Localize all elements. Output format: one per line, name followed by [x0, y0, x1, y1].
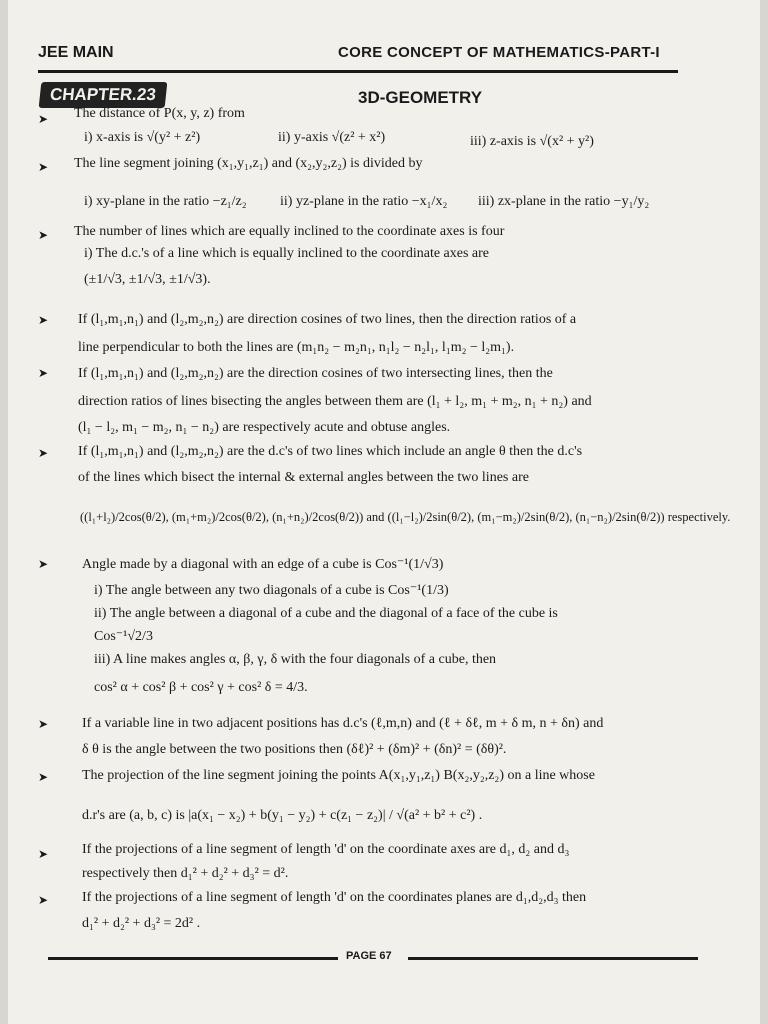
chapter-badge: CHAPTER.23 — [39, 82, 168, 108]
text-line: The line segment joining (x₁,y₁,z₁) and (x₂,y₂,z₂) is divided by — [74, 156, 423, 171]
formula-bisector-dcs: ((l₁+l₂)/2cos(θ/2), (m₁+m₂)/2cos(θ/2), (n₁+n₂)/2cos(θ/2)) and ((l₁−l₂)/2sin(θ/2), (m₁−m₂)/2sin(θ/2), (n₁−n₂)/2sin(θ/2)) respectively. — [80, 510, 731, 524]
text-line: Angle made by a diagonal with an edge of a cube is Cos⁻¹(1/√3) — [82, 557, 444, 572]
bullet-icon: ➤ — [38, 228, 49, 242]
textbook-page — [8, 0, 760, 1024]
text-line: ii) yz-plane in the ratio −x₁/x₂ — [280, 194, 448, 209]
text-line: line perpendicular to both the lines are (m₁n₂ − m₂n₁, n₁l₂ − n₂l₁, l₁m₂ − l₂m₁). — [78, 340, 515, 355]
footer-rule-right — [408, 957, 698, 960]
text-line: respectively then d₁² + d₂² + d₃² = d². — [82, 866, 289, 881]
bullet-icon: ➤ — [38, 557, 49, 571]
text-line: If (l₁,m₁,n₁) and (l₂,m₂,n₂) are the direction cosines of two intersecting lines, then the — [78, 366, 553, 381]
text-line: If a variable line in two adjacent positions has d.c's (ℓ,m,n) and (ℓ + δℓ, m + δ m, n + δn) and — [82, 716, 604, 731]
bullet-icon: ➤ — [38, 366, 49, 380]
text-line: i) The d.c.'s of a line which is equally inclined to the coordinate axes are — [84, 246, 490, 261]
text-line: The distance of P(x, y, z) from — [74, 106, 245, 121]
text-line: If the projections of a line segment of length 'd' on the coordinate axes are d₁, d₂ and d₃ — [82, 842, 570, 857]
text-line: cos² α + cos² β + cos² γ + cos² δ = 4/3. — [94, 680, 308, 695]
text-line: iii) A line makes angles α, β, γ, δ with the four diagonals of a cube, then — [94, 652, 497, 667]
text-line: (l₁ − l₂, m₁ − m₂, n₁ − n₂) are respectively acute and obtuse angles. — [78, 420, 451, 435]
text-line: δ θ is the angle between the two positions then (δℓ)² + (δm)² + (δn)² = (δθ)². — [82, 742, 507, 757]
header-rule — [38, 70, 678, 73]
bullet-icon: ➤ — [38, 160, 49, 174]
header-exam-name: JEE MAIN — [38, 44, 114, 61]
text-line: d.r's are (a, b, c) is |a(x₁ − x₂) + b(y₁ − y₂) + c(z₁ − z₂)| / √(a² + b² + c²) . — [82, 808, 483, 823]
text-line: ii) y-axis √(z² + x²) — [278, 130, 386, 145]
chapter-title: 3D-GEOMETRY — [358, 88, 483, 107]
bullet-icon: ➤ — [38, 112, 49, 126]
text-line: i) The angle between any two diagonals of a cube is Cos⁻¹(1/3) — [94, 583, 449, 598]
text-line: of the lines which bisect the internal & external angles between the two lines are — [78, 470, 529, 485]
text-line: If (l₁,m₁,n₁) and (l₂,m₂,n₂) are the d.c's of two lines which include an angle θ then the d.c's — [78, 444, 583, 459]
page-number: PAGE 67 — [346, 950, 392, 962]
bullet-icon: ➤ — [38, 847, 49, 861]
bullet-icon: ➤ — [38, 770, 49, 784]
text-line: The number of lines which are equally inclined to the coordinate axes is four — [74, 224, 505, 239]
text-line: Cos⁻¹√2/3 — [94, 629, 153, 644]
text-line: ii) The angle between a diagonal of a cube and the diagonal of a face of the cube is — [94, 606, 558, 621]
text-line: If the projections of a line segment of length 'd' on the coordinates planes are d₁,d₂,d₃ then — [82, 890, 587, 905]
bullet-icon: ➤ — [38, 717, 49, 731]
bullet-icon: ➤ — [38, 893, 49, 907]
text-line: (±1/√3, ±1/√3, ±1/√3). — [84, 272, 211, 287]
text-line: iii) zx-plane in the ratio −y₁/y₂ — [478, 194, 650, 209]
footer-rule-left — [48, 957, 338, 960]
bullet-icon: ➤ — [38, 446, 49, 460]
text-line: direction ratios of lines bisecting the angles between them are (l₁ + l₂, m₁ + m₂, n₁ + n₂) and — [78, 394, 592, 409]
text-line: If (l₁,m₁,n₁) and (l₂,m₂,n₂) are direction cosines of two lines, then the direction ratios of a — [78, 312, 577, 327]
bullet-icon: ➤ — [38, 313, 49, 327]
text-line: i) xy-plane in the ratio −z₁/z₂ — [84, 194, 247, 209]
text-line: The projection of the line segment joining the points A(x₁,y₁,z₁) B(x₂,y₂,z₂) on a line whose — [82, 768, 595, 783]
text-line: i) x-axis is √(y² + z²) — [84, 130, 201, 145]
text-line: iii) z-axis is √(x² + y²) — [470, 134, 594, 149]
text-line: d₁² + d₂² + d₃² = 2d² . — [82, 916, 201, 931]
header-book-title: CORE CONCEPT OF MATHEMATICS-PART-I — [338, 44, 660, 61]
